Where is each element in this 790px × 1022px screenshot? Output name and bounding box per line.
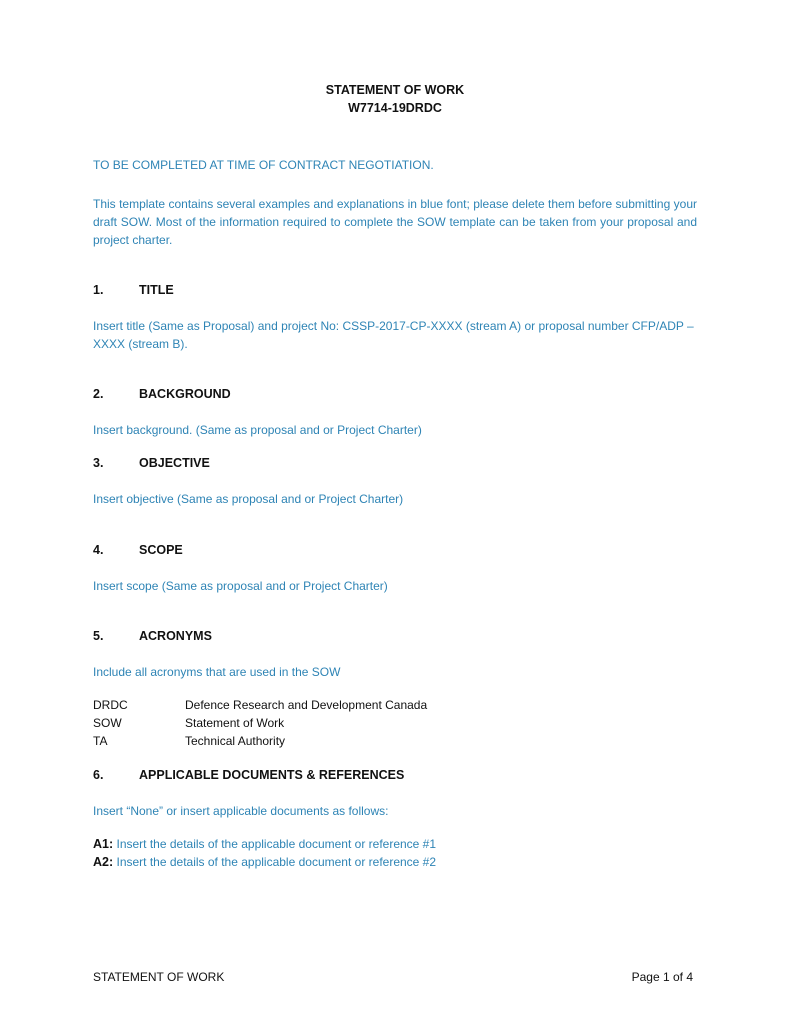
reference-item (93, 855, 436, 869)
section-number: 4. (93, 543, 104, 557)
section-label: ACRONYMS (139, 629, 212, 643)
section-body-applicable-documents: Insert “None” or insert applicable documents as follows: (93, 804, 389, 818)
footer-title: STATEMENT OF WORK (93, 970, 225, 984)
acronym-key: TA (93, 734, 108, 748)
section-heading-background (93, 387, 231, 401)
section-body-background: Insert background. (Same as proposal and or Project Charter) (93, 423, 422, 437)
reference-text: Insert the details of the applicable document or reference #1 (113, 837, 437, 851)
contract-number: W7714-19DRDC (348, 101, 442, 115)
intro-paragraph: This template contains several examples and explanations in blue font; please delete them before submitting your draft SOW. Most of the information required to complete the SOW template can be taken from your proposal and project charter. (93, 197, 697, 247)
section-body-scope: Insert scope (Same as proposal and or Project Charter) (93, 579, 388, 593)
acronym-key: DRDC (93, 698, 128, 712)
acronym-row (93, 716, 284, 730)
section-number: 2. (93, 387, 104, 401)
section-number: 1. (93, 283, 104, 297)
section-label: TITLE (139, 283, 174, 297)
acronym-row (93, 734, 285, 748)
section-label: BACKGROUND (139, 387, 231, 401)
notice-text: TO BE COMPLETED AT TIME OF CONTRACT NEGOTIATION. (93, 158, 434, 172)
reference-text: Insert the details of the applicable document or reference #2 (113, 855, 437, 869)
section-number: 5. (93, 629, 104, 643)
section-heading-applicable-documents (93, 768, 404, 782)
section-body-acronyms: Include all acronyms that are used in the SOW (93, 665, 341, 679)
section-heading-objective (93, 456, 210, 470)
section-heading-acronyms (93, 629, 212, 643)
section-label: SCOPE (139, 543, 183, 557)
section-heading-scope (93, 543, 183, 557)
reference-label: A1: (93, 837, 114, 851)
acronym-row (93, 698, 427, 712)
acronym-value: Defence Research and Development Canada (185, 698, 428, 712)
reference-label: A2: (93, 855, 114, 869)
acronym-key: SOW (93, 716, 122, 730)
page-number: Page 1 of 4 (631, 970, 693, 984)
section-body-objective: Insert objective (Same as proposal and or Project Charter) (93, 492, 404, 506)
reference-item (93, 837, 436, 851)
section-number: 3. (93, 456, 104, 470)
section-label: APPLICABLE DOCUMENTS & REFERENCES (139, 768, 405, 782)
section-label: OBJECTIVE (139, 456, 210, 470)
document-title: STATEMENT OF WORK (325, 83, 465, 97)
section-heading-title (93, 283, 174, 297)
acronym-value: Technical Authority (185, 734, 286, 748)
section-body-title: Insert title (Same as Proposal) and project No: CSSP-2017-CP-XXXX (stream A) or proposal number CFP/ADP – XXXX (stream B). (93, 319, 694, 351)
acronym-value: Statement of Work (185, 716, 285, 730)
section-number: 6. (93, 768, 104, 782)
